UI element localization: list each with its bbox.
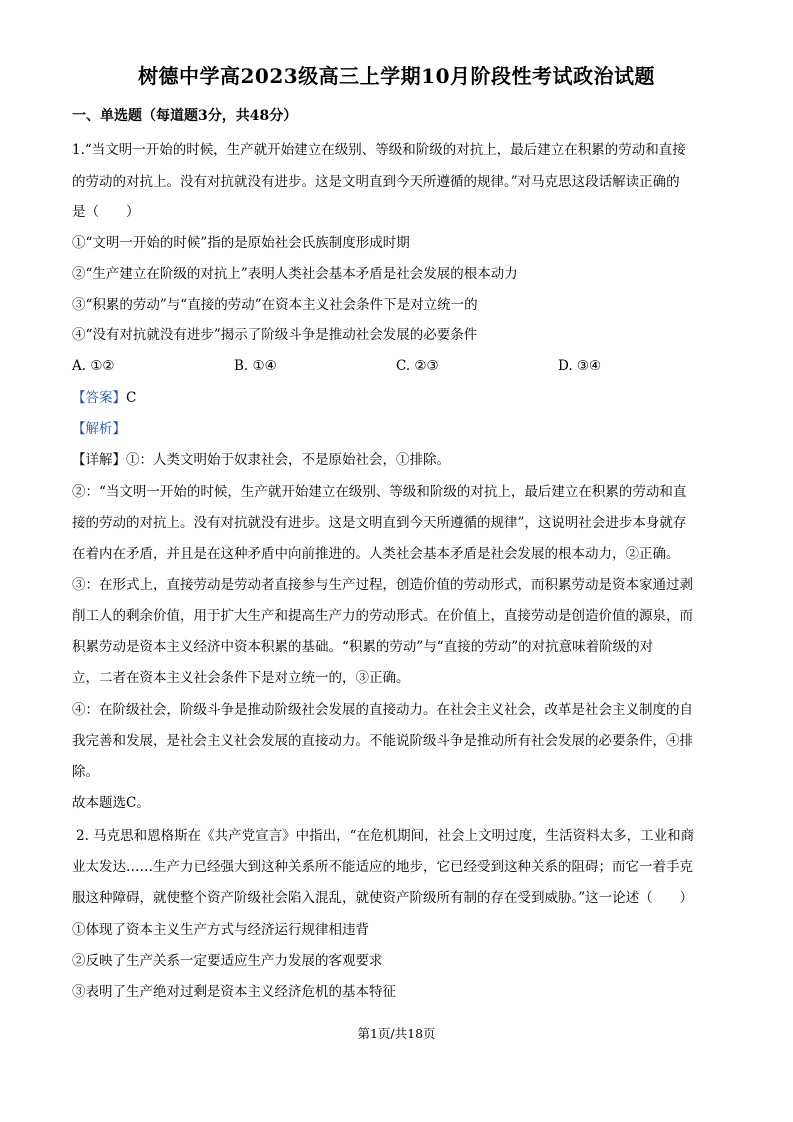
q2-statement: ②反映了生产关系一定要适应生产力发展的客观要求 xyxy=(72,953,383,969)
page-footer: 第1页/共18页 xyxy=(357,1026,436,1041)
q1-statement: ③“积累的劳动”与“直接的劳动”在资本主义社会条件下是对立统一的 xyxy=(72,297,478,313)
section-heading: 一、单选题（每道题3分，共48分） xyxy=(72,108,298,124)
q1-detail-line: 削工人的剩余价值，用于扩大生产和提高生产力的劳动形式。在价值上，直接劳动是创造价值的源泉，而 xyxy=(72,608,693,624)
q1-statement: ①“文明一开始的时候”指的是原始社会氏族制度形成时期 xyxy=(72,235,410,251)
q2-stem-line: 服这种障碍，就使整个资产阶级社会陷入混乱，就使资产阶级所有制的存在受到威胁。”这一论述（ ） xyxy=(72,890,694,906)
detail-text: ①：人类文明始于奴隶社会，不是原始社会，①排除。 xyxy=(126,452,450,468)
q1-stem-line: 1.“当文明一开始的时候，生产就开始建立在级别、等级和阶级的对抗上，最后建立在积累的劳动和直接 xyxy=(72,142,686,158)
answer-tag: 【答案】 xyxy=(72,390,126,406)
q2-stem-line: 2. 马克思和恩格斯在《共产党宣言》中指出，“在危机期间，社会上文明过度，生活资料太多，工业和商 xyxy=(76,828,695,844)
q1-detail-line: ③：在形式上，直接劳动是劳动者直接参与生产过程，创造价值的劳动形式，而积累劳动是资本家通过剥 xyxy=(72,577,693,593)
q1-stem-line: 的劳动的对抗上。没有对抗就没有进步。这是文明直到今天所遵循的规律。”对马克思这段话解读正确的 xyxy=(72,174,680,190)
q1-analysis-tag xyxy=(72,419,126,439)
q1-statement: ④“没有对抗就没有进步”揭示了阶级斗争是推动社会发展的必要条件 xyxy=(72,327,478,343)
q1-detail-line: 接的劳动的对抗上。没有对抗就没有进步。这是文明直到今天所遵循的规律”，这说明社会进步本身就存 xyxy=(72,515,687,531)
q1-detail-line: 积累劳动是资本主义经济中资本积累的基础。“积累的劳动”与“直接的劳动”的对抗意味着阶级的对 xyxy=(72,639,654,655)
q1-detail-line: 故本题选C。 xyxy=(72,795,150,811)
detail-tag: 【详解】 xyxy=(72,452,126,468)
q2-statement: ③表明了生产绝对过剩是资本主义经济危机的基本特征 xyxy=(72,984,396,1000)
q1-detail-line: 在着内在矛盾，并且是在这种矛盾中向前推进的。人类社会基本矛盾是社会发展的根本动力，②正确。 xyxy=(72,546,680,562)
q1-detail-line xyxy=(72,450,450,470)
q1-detail-line: ④：在阶级社会，阶级斗争是推动阶级社会发展的直接动力。在社会主义社会，改革是社会主义制度的自 xyxy=(72,702,693,718)
q1-option-b: B. ①④ xyxy=(234,358,277,374)
q1-option-d: D. ③④ xyxy=(558,358,602,374)
q1-detail-line: 立，二者在资本主义社会条件下是对立统一的，③正确。 xyxy=(72,670,410,686)
q2-statement: ①体现了资本主义生产方式与经济运行规律相违背 xyxy=(72,922,369,938)
q1-option-c: C. ②③ xyxy=(396,358,439,374)
q1-detail-line: 除。 xyxy=(72,764,99,780)
q1-option-a: A. ①② xyxy=(72,358,115,374)
q1-stem-line: 是（ ） xyxy=(72,204,140,220)
page-title: 树德中学高2023级高三上学期10月阶段性考试政治试题 xyxy=(138,64,655,88)
q1-answer xyxy=(72,388,136,408)
q1-detail-line: 我完善和发展，是社会主义社会发展的直接动力。不能说阶级斗争是推动所有社会发展的必要条件，④排 xyxy=(72,733,693,749)
answer-value: C xyxy=(126,390,137,406)
q2-stem-line: 业太发达……生产力已经强大到这种关系所不能适应的地步，它已经受到这种关系的阻碍；而它一着手克 xyxy=(72,859,693,875)
q1-detail-line: ②：“当文明一开始的时候，生产就开始建立在级别、等级和阶级的对抗上，最后建立在积累的劳动和直 xyxy=(72,484,687,500)
q1-statement: ②“生产建立在阶级的对抗上”表明人类社会基本矛盾是社会发展的根本动力 xyxy=(72,266,518,282)
analysis-tag: 【解析】 xyxy=(72,421,126,437)
